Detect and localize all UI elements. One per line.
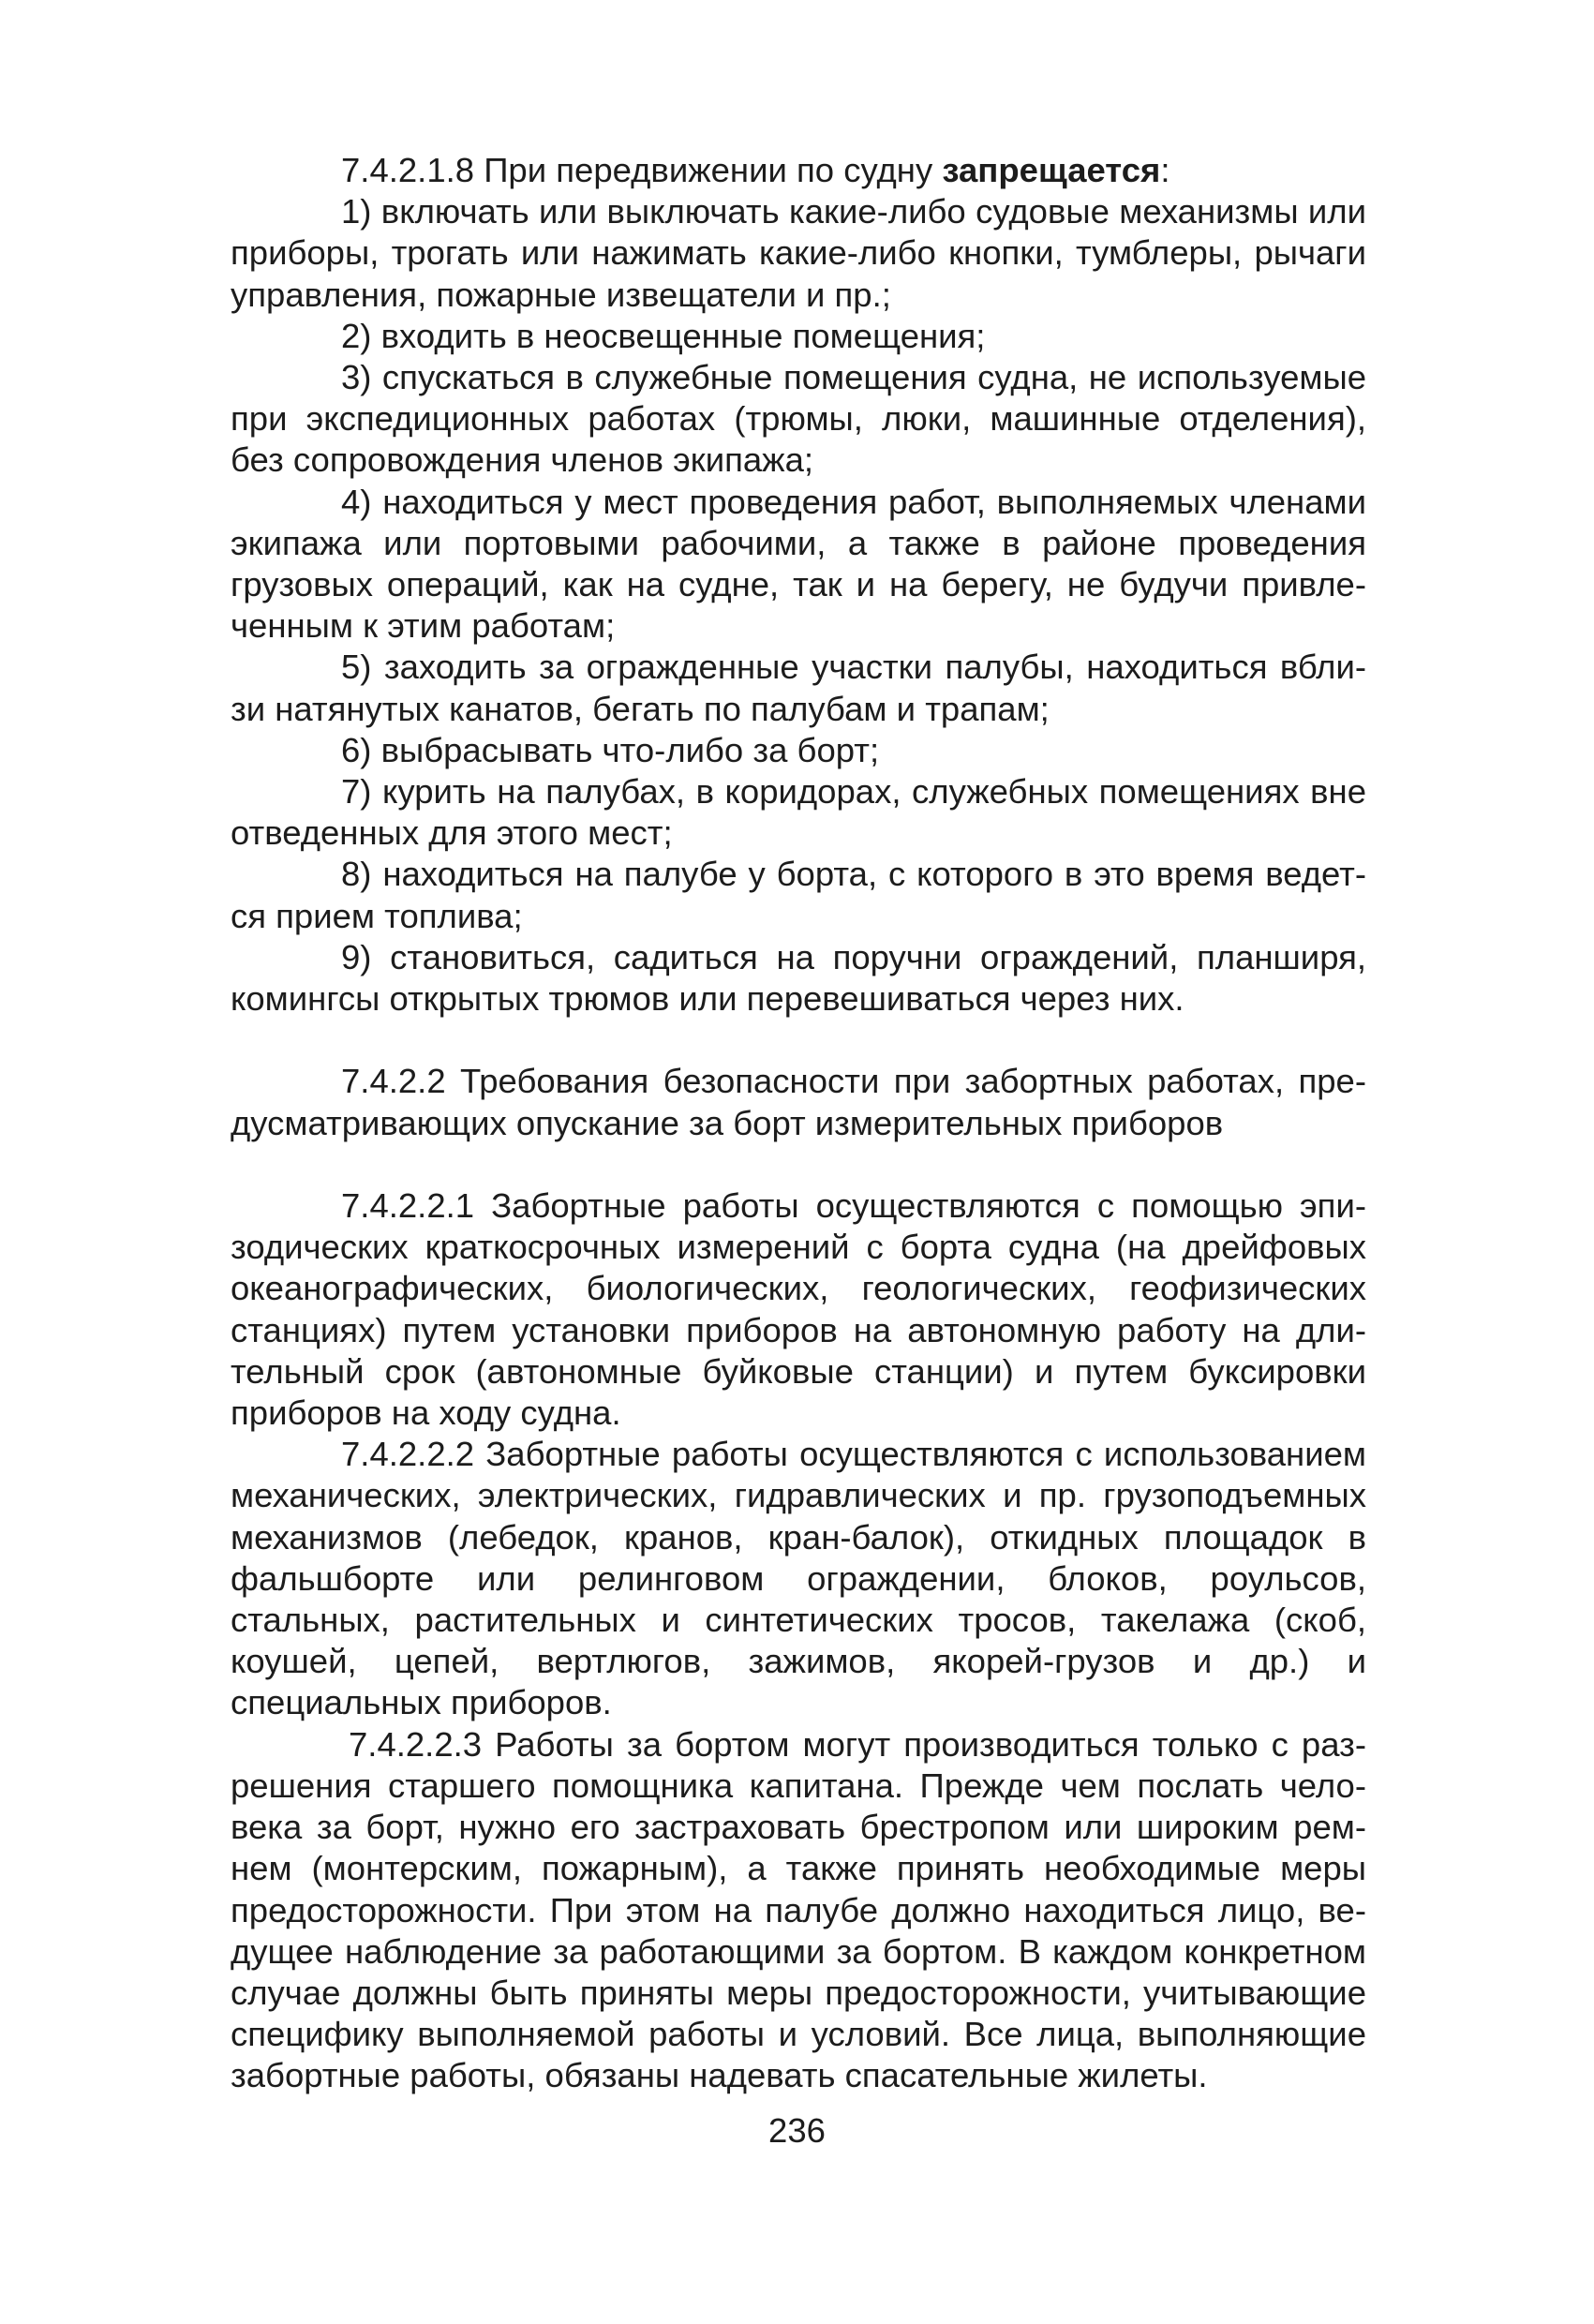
section-7-4-2-2-heading: 7.4.2.2 Требования безопасности при забортных работах, предусматривающих опускание за борт измерительных приборов: [231, 1062, 1366, 1142]
paragraph-7-4-2-2-2: 7.4.2.2.2 Забортные работы осуществляются с использованием механических, электрических, гидравлических и пр. грузоподъемных механизмов (лебедок, кранов, кран-балок), откидных площадок в фальшборте или релинговом ограждении, блоков, роульсов, стальных, растительных и синтетических тросов, такелажа (скоб, коушей, цепей, вертлюгов, зажимов, якорей-грузов и др.) и специальных приборов.: [231, 1435, 1366, 1722]
paragraph-7-4-2-2-3: 7.4.2.2.3 Работы за бортом могут производиться только с разрешения старшего помощника капитана. Прежде чем послать человека за борт, нужно его застраховать брестропом или широким ремнем (монтерским, пожарным), а также принять необходимые меры предосторожности. При этом на палубе должно находиться лицо, ведущее наблюдение за работающими за бортом. В каждом конкретном случае должны быть приняты меры предосторожности, учитывающие специфику выполняемой работы и условий. Все лица, выполняющие забортные работы, обязаны надевать спасательные жилеты.: [231, 1724, 1366, 2095]
list-item-5: 5) заходить за огражденные участки палубы, находиться вблизи натянутых канатов, бегать по палубам и трапам;: [231, 648, 1366, 728]
paragraph-7-4-2-2-1: 7.4.2.2.1 Забортные работы осуществляются с помощью эпизодических краткосрочных измерений с борта судна (на дрейфовых океанографических, биологических, геологических, геофизических станциях) путем установки приборов на автономную работу на длительный срок (автономные буйковые станции) и путем буксировки приборов на ходу судна.: [231, 1186, 1366, 1433]
list-item-6: 6) выбрасывать что-либо за борт;: [341, 730, 880, 769]
document-body: [231, 150, 1366, 2097]
list-item-3: 3) спускаться в служебные помещения судна, не используемые при экспедиционных работах (трюмы, люки, машинные отделения), без сопровождения членов экипажа;: [231, 358, 1366, 480]
list-item-4: 4) находиться у мест проведения работ, выполняемых членами экипажа или портовыми рабочими, а также в районе проведения грузовых операций, как на судне, так и на берегу, не будучи привлеченным к этим работам;: [231, 482, 1366, 646]
list-item-7: 7) курить на палубах, в коридорах, служебных помещениях вне отведенных для этого мест;: [231, 772, 1366, 853]
list-item-1: 1) включать или выключать какие-либо судовые механизмы или приборы, трогать или нажимать какие-либо кнопки, тумблеры, рычаги управления, пожарные извещатели и пр.;: [231, 192, 1366, 314]
prohibited-emphasis: запрещается: [942, 151, 1161, 189]
list-item-2: 2) входить в неосвещенные помещения;: [341, 316, 986, 355]
page-number: 236: [768, 2111, 826, 2150]
section-tail-text: :: [1160, 151, 1170, 189]
list-item-8: 8) находиться на палубе у борта, с которого в это время ведется прием топлива;: [231, 855, 1366, 935]
list-item-9: 9) становиться, садиться на поручни ограждений, планширя, комингсы открытых трюмов или перевешиваться через них.: [231, 937, 1366, 1019]
section-7-4-2-1-8-heading: [231, 150, 1366, 191]
section-lead-text: 7.4.2.1.8 При передвижении по судну: [341, 151, 943, 189]
